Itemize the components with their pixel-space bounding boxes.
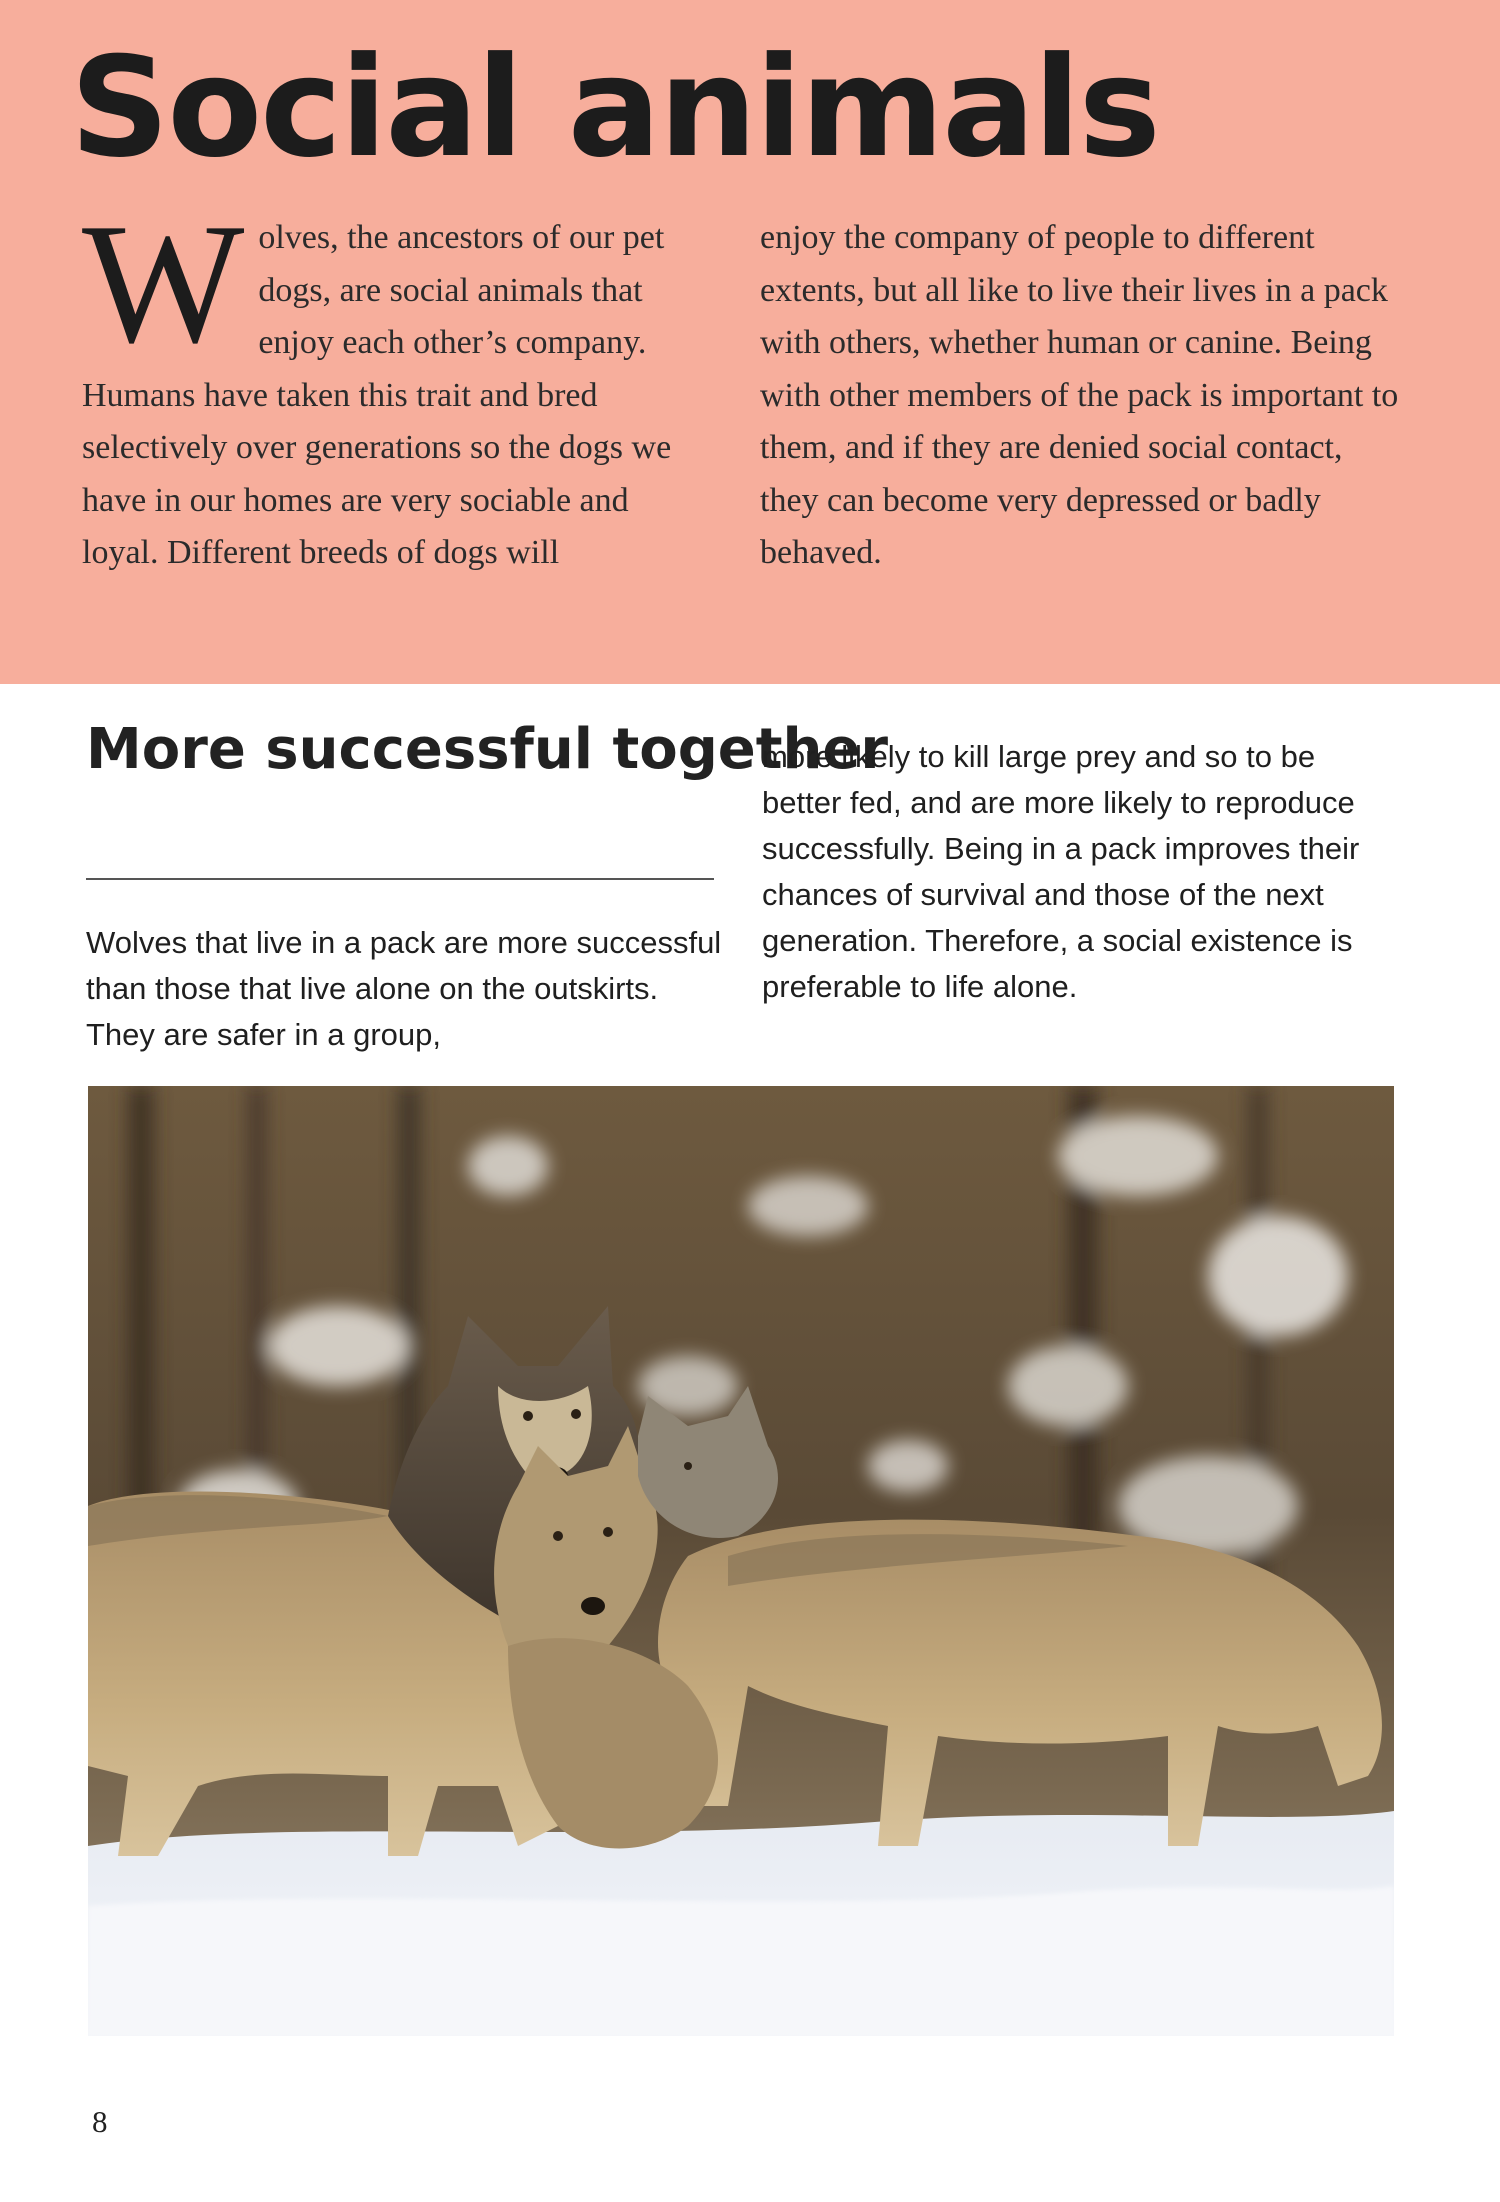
- page-title: Social animals: [70, 27, 1159, 188]
- intro-right-column: enjoy the company of people to different extents, but all like to live their lives in a pack with others, whether human or canine. Being with other members of the pack is important to them, and if they are denied social contact, they can become very depressed or badly behaved.: [760, 219, 1399, 571]
- intro-left-text: olves, the ancestors of our pet dogs, are social animals that enjoy each other’s company. Humans have taken this trait and bred selectively over generations so the dogs we have in our homes are very sociable and loyal. Different breeds of dogs will: [82, 219, 672, 571]
- section-divider: [86, 878, 714, 880]
- section-right-column: more likely to kill large prey and so to be better fed, and are more likely to reproduce successfully. Being in a pack improves their chances of survival and those of the next generation. Therefore, a social existence is preferable to life alone.: [762, 739, 1360, 1004]
- section-title: More successful together: [86, 717, 888, 782]
- intro-left-column: [82, 189, 704, 580]
- drop-cap: W: [82, 189, 245, 379]
- wolf-pack-illustration: [88, 1086, 1394, 2036]
- page-number: 8: [92, 2104, 108, 2139]
- wolf-pack-photo: [88, 1086, 1394, 2036]
- section-left-column: Wolves that live in a pack are more successful than those that live alone on the outskirts. They are safer in a group,: [86, 925, 722, 1052]
